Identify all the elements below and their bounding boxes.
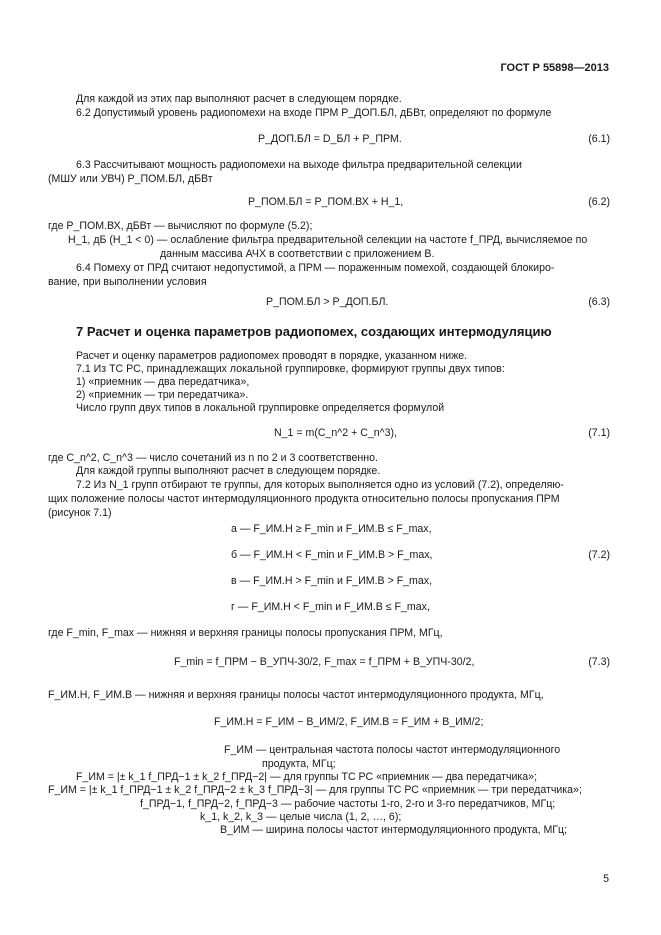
list-item: 2) «приемник — три передатчика». (76, 389, 249, 401)
formula-fim: F_ИМ.Н = F_ИМ − B_ИМ/2, F_ИМ.В = F_ИМ + B_ИМ/2; (214, 716, 484, 728)
condition-v: в — F_ИМ.Н > F_min и F_ИМ.В > F_max, (231, 575, 433, 587)
paragraph-line: Расчет и оценку параметров радиопомех проводят в порядке, указанном ниже. (76, 350, 468, 362)
definition-line: F_ИМ = |± k_1 f_ПРД−1 ± k_2 f_ПРД−2| — для группы ТС РС «приемник — два передатчика»; (76, 771, 538, 783)
equation-number-6-1: (6.1) (588, 133, 610, 145)
paragraph-line: где C_n^2, C_n^3 — число сочетаний из n по 2 и 3 соответственно. (48, 452, 378, 464)
equation-number-6-3: (6.3) (588, 296, 610, 308)
list-item: 1) «приемник — два передатчика», (76, 376, 250, 388)
definition-line: B_ИМ — ширина полосы частот интермодуляционного продукта, МГц; (220, 824, 568, 836)
condition-b: б — F_ИМ.Н < F_min и F_ИМ.В > F_max, (231, 549, 433, 561)
paragraph-line: 6.2 Допустимый уровень радиопомехи на входе ПРМ P_ДОП.БЛ, дБВт, определяют по формуле (76, 107, 552, 119)
formula-6-3: P_ПОМ.БЛ > P_ДОП.БЛ. (266, 296, 389, 308)
paragraph-line: щих положение полосы частот интермодуляционного продукта относительно полосы пропускания ПРМ (48, 493, 560, 505)
paragraph-line: Для каждой из этих пар выполняют расчет в следующем порядке. (76, 93, 402, 105)
formula-6-1: P_ДОП.БЛ = D_БЛ + P_ПРМ. (258, 133, 402, 145)
where-line: где F_min, F_max — нижняя и верхняя границы полосы пропускания ПРМ, МГц, (48, 627, 443, 639)
page-number: 5 (603, 873, 609, 885)
definition-line: F_ИМ — центральная частота полосы частот интермодуляционного (224, 744, 561, 756)
definition-line: f_ПРД−1, f_ПРД−2, f_ПРД−3 — рабочие частоты 1-го, 2-го и 3-го передатчиков, МГц; (140, 798, 556, 810)
equation-number-7-1: (7.1) (588, 427, 610, 439)
equation-number-7-3: (7.3) (588, 656, 610, 668)
definition-line: F_ИМ = |± k_1 f_ПРД−1 ± k_2 f_ПРД−2 ± k_3 f_ПРД−3| — для группы ТС РС «приемник — три передатчика»; (48, 784, 582, 796)
paragraph-line: Число групп двух типов в локальной группировке определяется формулой (76, 402, 445, 414)
paragraph-line: 7.1 Из ТС РС, принадлежащих локальной группировке, формируют группы двух типов: (76, 363, 505, 375)
paragraph-line: 6.4 Помеху от ПРД считают недопустимой, а ПРМ — пораженным помехой, создающей блокиро- (76, 262, 555, 274)
equation-number-7-2: (7.2) (588, 549, 610, 561)
condition-a: а — F_ИМ.Н ≥ F_min и F_ИМ.В ≤ F_max, (231, 523, 432, 535)
where-line: данным массива АЧХ в соответствии с приложением В. (160, 248, 435, 260)
paragraph-line: (МШУ или УВЧ) P_ПОМ.БЛ, дБВт (48, 173, 213, 185)
formula-6-2: P_ПОМ.БЛ = P_ПОМ.ВХ + H_1, (248, 196, 404, 208)
where-line: F_ИМ.Н, F_ИМ.В — нижняя и верхняя границы полосы частот интермодуляционного продукта, МГц, (48, 689, 544, 701)
where-line: H_1, дБ (H_1 < 0) — ослабление фильтра предварительной селекции на частоте f_ПРД, вычисляемое по (68, 234, 588, 246)
standard-header: ГОСТ Р 55898—2013 (500, 62, 609, 74)
section-7-heading: 7 Расчет и оценка параметров радиопомех, создающих интермодуляцию (76, 324, 552, 339)
paragraph-line: 7.2 Из N_1 групп отбирают те группы, для которых выполняется одно из условий (7.2), определяю- (76, 479, 564, 491)
paragraph-line: Для каждой группы выполняют расчет в следующем порядке. (76, 465, 381, 477)
formula-7-1: N_1 = m(C_n^2 + C_n^3), (274, 427, 397, 439)
formula-7-3: F_min = f_ПРМ − B_УПЧ-30/2, F_max = f_ПРМ + B_УПЧ-30/2, (174, 656, 475, 668)
definition-line: k_1, k_2, k_3 — целые числа (1, 2, …, 6); (200, 811, 402, 823)
paragraph-line: 6.3 Рассчитывают мощность радиопомехи на выходе фильтра предварительной селекции (76, 159, 522, 171)
paragraph-line: вание, при выполнении условия (48, 276, 207, 288)
condition-g: г — F_ИМ.Н < F_min и F_ИМ.В ≤ F_max, (231, 601, 430, 613)
paragraph-line: (рисунок 7.1) (48, 507, 112, 519)
equation-number-6-2: (6.2) (588, 196, 610, 208)
where-line: где P_ПОМ.ВХ, дБВт — вычисляют по формуле (5.2); (48, 220, 313, 232)
definition-line: продукта, МГц; (262, 758, 336, 770)
